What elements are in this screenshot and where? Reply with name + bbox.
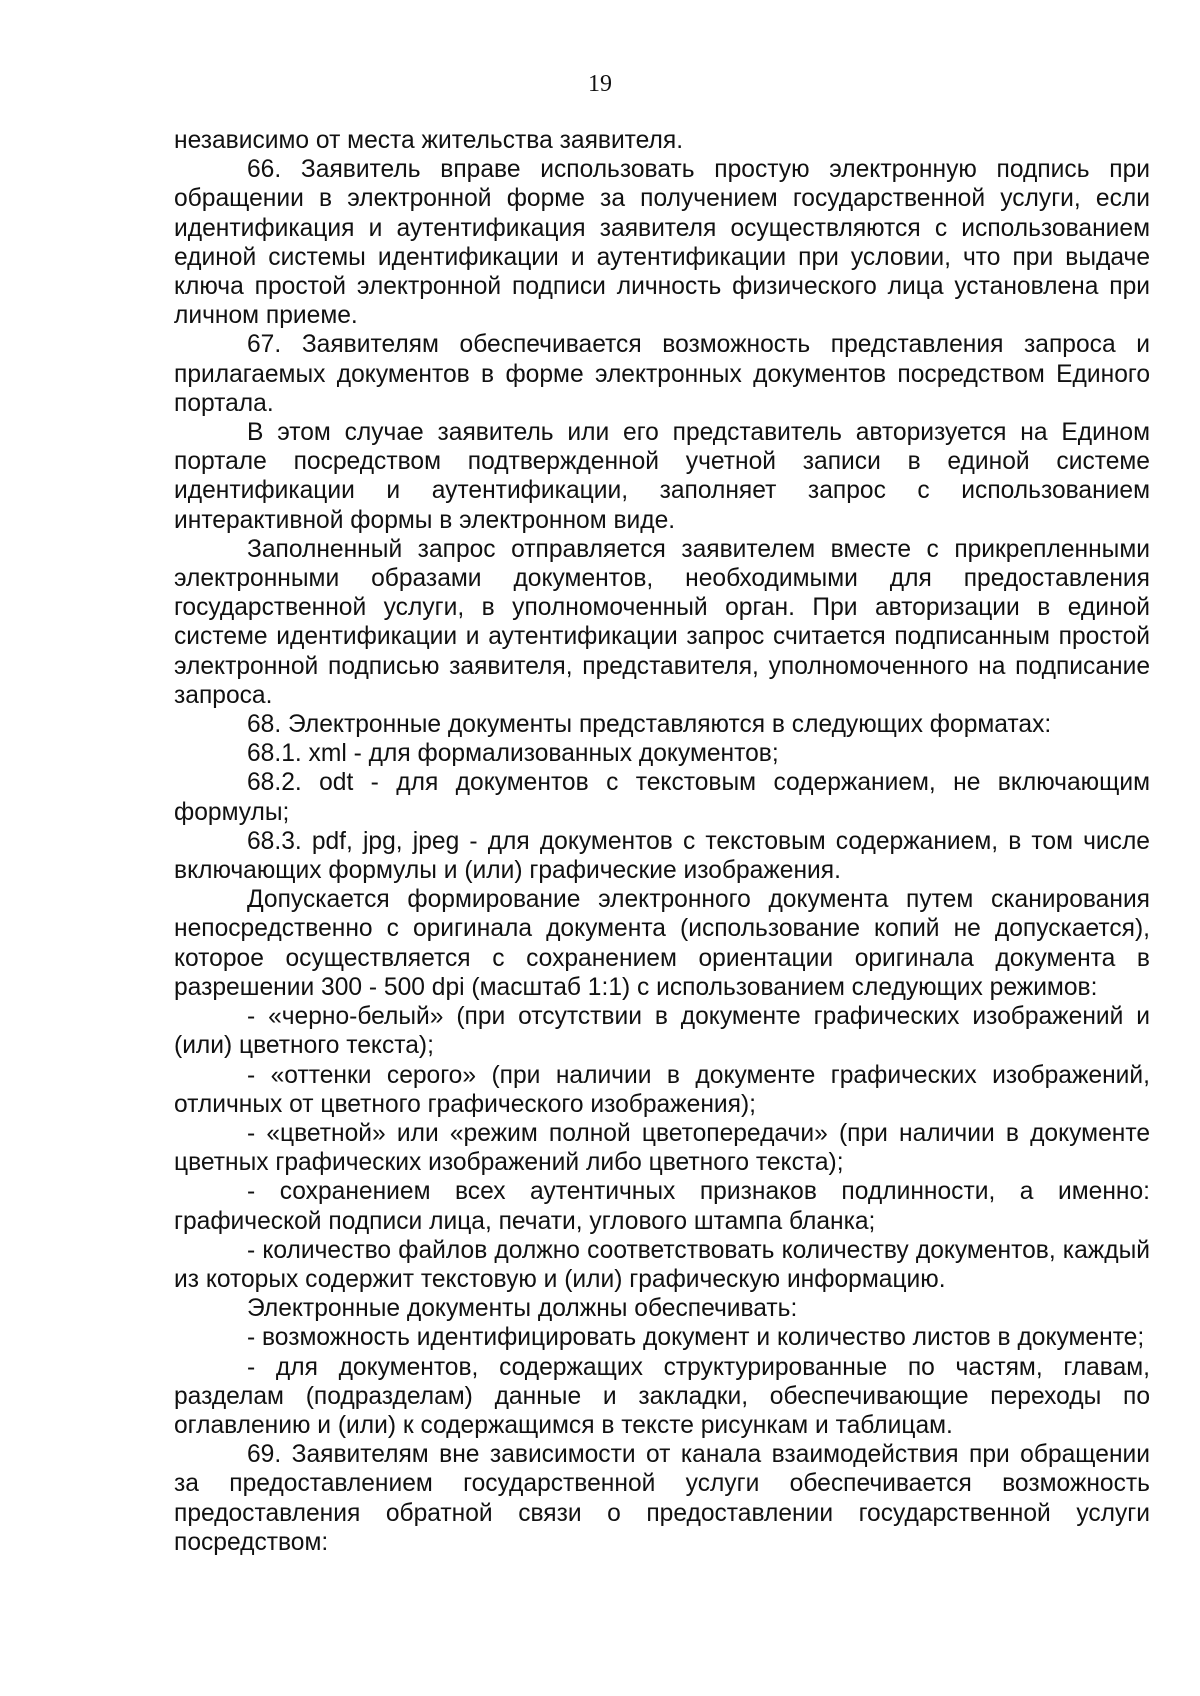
paragraph-scanning: Допускается формирование электронного документа путем сканирования непосредственно с оригинала документа (использование копий не допускается), которое осуществляется с сохранением ориентации оригинала документа в разрешении 300 - 500 dpi (масштаб 1:1) с использованием следующих режимов: [174, 886, 1150, 1001]
paragraph-68-2: 68.2. odt - для документов с текстовым содержанием, не включающим формулы; [174, 769, 1150, 826]
list-item-color: - «цветной» или «режим полной цветопередачи» (при наличии в документе цветных графических изображений либо цветного текста); [174, 1119, 1150, 1177]
list-item-grayscale: - «оттенки серого» (при наличии в документе графических изображений, отличных от цветного графического изображения); [174, 1061, 1150, 1118]
paragraph-continuation: независимо от места жительства заявителя. [174, 127, 684, 154]
list-item-identification: - возможность идентифицировать документ и количество листов в документе; [247, 1324, 1145, 1352]
paragraph-67-submission: Заполненный запрос отправляется заявителем вместе с прикрепленными электронными образами документов, необходимыми для предоставления государственной услуги, в уполномоченный орган. При авторизации в единой системе идентификации и аутентификации запрос считается подписанным простой электронной подписью заявителя, представителя, уполномоченного на подписание запроса. [174, 535, 1150, 709]
list-item-authenticity: - сохранением всех аутентичных признаков подлинности, а именно: графической подписи лица, печати, углового штампа бланка; [174, 1178, 1150, 1235]
paragraph-67: 67. Заявителям обеспечивается возможность представления запроса и прилагаемых документов в форме электронных документов посредством Единого портала. [174, 331, 1150, 417]
page-number: 19 [588, 71, 612, 97]
paragraph-66: 66. Заявитель вправе использовать простую электронную подпись при обращении в электронной форме за получением государственной услуги, если идентификация и аутентификация заявителя осуществляются с использованием единой системы идентификации и аутентификации при условии, что при выдаче ключа простой электронной подписи личность физического лица установлена при личном приеме. [174, 156, 1150, 330]
paragraph-68: 68. Электронные документы представляются в следующих форматах: [247, 711, 1052, 739]
paragraph-requirements: Электронные документы должны обеспечивать: [247, 1295, 798, 1323]
list-item-structure: - для документов, содержащих структурированные по частям, главам, разделам (подразделам) данные и закладки, обеспечивающие переходы по оглавлению и (или) к содержащимся в тексте рисункам и таблицам. [174, 1353, 1150, 1439]
paragraph-68-1: 68.1. xml - для формализованных документов; [247, 740, 779, 768]
list-item-black-white: - «черно-белый» (при отсутствии в документе графических изображений и (или) цветного текста); [174, 1003, 1150, 1060]
list-item-file-count: - количество файлов должно соответствовать количеству документов, каждый из которых содержит текстовую и (или) графическую информацию. [174, 1236, 1150, 1293]
paragraph-68-3: 68.3. pdf, jpg, jpeg - для документов с текстовым содержанием, в том числе включающих формулы и (или) графические изображения. [174, 827, 1150, 885]
paragraph-67-authorization: В этом случае заявитель или его представитель авторизуется на Едином портале посредством подтвержденной учетной записи в единой системе идентификации и аутентификации, заполняет запрос с использованием интерактивной формы в электронном виде. [174, 419, 1150, 534]
paragraph-69: 69. Заявителям вне зависимости от канала взаимодействия при обращении за предоставлением государственной услуги обеспечивается возможность предоставления обратной связи о предоставлении государственной услуги посредством: [174, 1441, 1150, 1556]
document-body [174, 126, 1150, 1557]
